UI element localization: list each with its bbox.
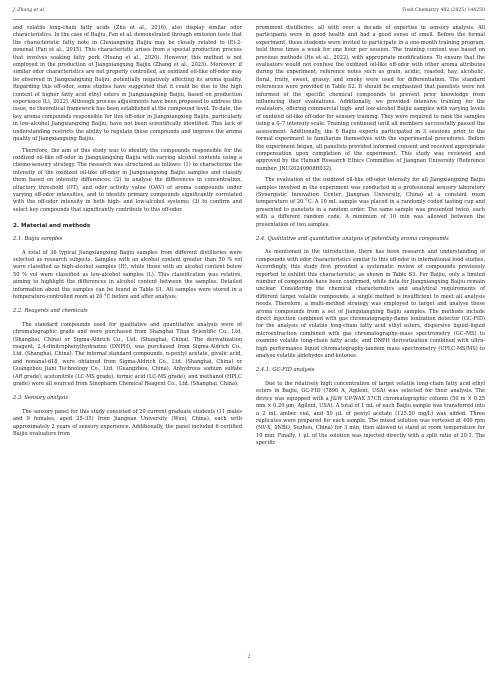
running-header-journal: Food Chemistry 482 (2025) 144250 (402, 8, 485, 13)
right-column (256, 25, 485, 452)
paragraph: prominent distilleries, all with over a decade of expertise in sensory analysis. All participants were in good health and had a good sense of smell. Before the formal experiment, these students were invited to participate in a one-month training program, held three times a week for one hour per session. The training content was based on previous methods (He et al., 2022), with appropriate modifications. To ensure that the evaluators would not confuse the oxidized oil-like off-odor with other aroma attributes during the experiment, reference notes such as grain, acidic, roasted, hay, alcoholic, floral, fruity, sweet, grassy, and smoky were used for differentiation. The standard references were provided in Table S2. It should be emphasized that panelists were not informed of the specific chemical compounds to prevent prior knowledge from influencing their evaluations. Additionally, we provided intensive training for the evaluators, offering commercial high- and low-alcohol Baijiu samples with varying levels of oxidized oil-like off-odor for sensory training. They were required to rank the samples using a 0–7 intensity scale. Training continued until all members successfully passed the assessment. Additionally, the 6 Baijiu experts participated in 3 sessions prior to the formal experiment to familiarize themselves with the experimental procedures. Before the experiment began, all panelists provided informed consent and received appropriate compensation upon completion of the experiment. This study was reviewed and approved by the Human Research Ethics Committee of Jiangnan University (Reference number: JNU20240908R032). (256, 25, 485, 172)
paragraph: Due to the relatively high concentration of target volatile long-chain fatty acid ethyl esters in Baijiu, GC-FID (7890 A, Agilent, USA) was selected for their analysis. The device was equipped with a J&W CP-WAX 57CB chromatographic column (50 m × 0.25 mm × 0.20 μm, Agilent, USA). A total of 1 mL of each Baijiu sample was transferred into a 2 mL amber vial, and 50 μL of pentyl acetate (125.50 mg/L) was added. Three replicates were prepared for each sample. The mixed solution was vortexed at 400 rpm (NV-X, 9NBO, Suzhou, China) for 3 min, then allowed to stand at room temperature for 10 min. Finally, 1 μL of the solution was injected directly with a split ratio of 20:1. The specific (256, 380, 485, 447)
subsection-heading: 2.2. Reagents and chemicals (13, 308, 88, 315)
paragraph: The sensory panel for this study consisted of 20 current graduate students (11 males and 9 females, aged 25–35) from Jiangnan University (Wuxi, China), each with approximately 2 years of sensory experience. Additionally, the panel included 6 certified Baijiu evaluators from (13, 408, 242, 438)
header-rule (13, 19, 485, 20)
paragraph: and volatile long-chain fatty acids (Zhu et al., 2016), also display similar odor characteristics. In the case of Baijiu, Fan et al. demonstrated through omission tests that the characteristic fatty note in Chixiangxing Baijiu may be closely related to (E)-2-nonenal (Fan et al., 2015). This characteristic arises from a special production process that involves soaking fatty pork (Huang et al., 2020). However, this method is not employed in the production of Jiangxiangxing Baijiu (Zhang et al., 2023). Moreover, if similar odor characteristics are not properly controlled, an oxidized oil-like off-odor may be observed in Jiangxiangxing Baijiu, potentially negatively affecting its aroma quality. Regarding this off-odor, some studies have suggested that it could be due to the high content of higher fatty acid ethyl esters in Jiangxiangxing Baijiu, based on production experience (Li, 2022). Although process adjustments have been proposed to address this issue, no theoretical framework has been established at the compound level. To date, the key aroma compounds responsible for this off-odor in Jiangxiangxing Baijiu, particularly in low-alcohol Jiangxiangxing Baijiu, have not been scientifically identified. This lack of understanding restricts the ability to regulate these compounds and improve the aroma quality of Jiangxiangxing Baijiu. (13, 25, 242, 143)
paragraph: As mentioned in the introduction, there has been research and understanding of compounds with odor characteristics similar to this off-odor in international food studies. Accordingly, this study first provided a systematic review of compounds previously reported to exhibit this characteristic, as shown in Table S3. For Baijiu, only a limited number of compounds have been confirmed, while data for Jiangxiangxing Baijiu remain unclear. Considering the chemical characteristics and analytical requirements of different target volatile compounds, a single method is insufficient to meet all analysis needs. Therefore, a multi-method strategy was employed to target and analyse these aroma compounds from a set of Jiangxiangxing Baijiu samples. The methods include direct injection combined with gas chromatography-flame ionization detector (GC-FID) for the analysis of volatile long-chain fatty acid ethyl esters, dispersive liquid–liquid microextraction combined with gas chromatography–mass spectrometry (GC–MS) to examine volatile long-chain fatty acids, and DNPH derivatization combined with ultra-high performance liquid chromatography-tandem mass spectrometry (UPLC-MS/MS) to analyse volatile aldehydes and ketones. (256, 249, 485, 360)
paragraph: The evaluation of the oxidized oil-like off-odor intensity for all Jiangxiangxing Baijiu samples involved in the experiment was conducted in a professional sensory laboratory (Synergistic Innovation Center, Jiangnan University, China) at a constant room temperature of 20 °C. A 10 mL sample was placed in a randomly coded tasting cup and presented to panelists in a random order. The same sample was presented twice, each with a different random code. A minimum of 10 min was allowed between the presentation of two samples. (256, 177, 485, 228)
running-header-authors: J. Zhang et al. (13, 8, 46, 13)
page-number: 2 (247, 655, 251, 660)
subsection-heading: 2.4.1. GC-FID analysis (256, 367, 315, 374)
paragraph: The standard compounds used for qualitative and quantitative analysis were of chromatographic grade and were purchased from Shanghai Titan Scientific Co., Ltd. (Shanghai, China) or Sigma-Aldrich Co., Ltd. (Shanghai, China). The derivatization reagent, 2,4-dinitrophenylhydrazine (DNPH), was purchased from Sigma-Aldrich Co., Ltd. (Shanghai, China). The internal standard compounds, n-pentyl acetate, pivalic acid, and nonanal-d18, were obtained from Sigma-Aldrich Co., Ltd. (Shanghai, China) or Guangzhou Jiani Technology Co., Ltd. (Guangzhou, China). Anhydrous sodium sulfate (AR grade), acetonitrile (LC-MS grade), formic acid (LC-MS grade), and methanol (HPLC grade) were all sourced from Sinopharm Chemical Reagent Co., Ltd. (Shanghai, China). (13, 321, 242, 388)
paragraph: A total of 36 typical Jiangxiangxing Baijiu samples from different distilleries were selected as research subjects. Samples with an alcohol content greater than 50 % vol were classified as high-alcohol samples (H), while those with an alcohol content below 50 % vol were classified as low-alcohol samples (L). This classification was relative, aiming to highlight the differences in alcohol content between the samples. Detailed information about the samples can be found in Table S1. All samples were stored in a temperature-controlled room at 20 °C before and after analysis. (13, 249, 242, 300)
paragraph: Therefore, the aim of this study was to identify the compounds responsible for the oxidized oil-like off-odor in Jiangxiangxing Baijiu with varying alcohol contents using a chemo-sensory strategy. The research was structured as follows: (1) to characterize the intensity of the oxidized oil-like off-odor in Jiangxiangxing Baijiu samples and classify them based on intensity differences; (2) to analyse the differences in concentration, olfactory threshold (OT), and odor activity value (OAV) of aroma compounds under varying off-odor intensities, and to identify primary compounds significantly correlated with the off-odor intensity in both high- and low-alcohol systems; (3) to confirm and select key compounds that significantly contribute to this off-odor. (13, 147, 242, 213)
subsection-heading: 2.3. Sensory analysis (13, 395, 68, 402)
subsection-heading: 2.1. Baijiu samples (13, 236, 63, 243)
subsection-heading: 2.4. Qualitative and quantitative analysis of potentially aroma compounds (256, 235, 449, 242)
section-heading: 2. Material and methods (13, 223, 91, 230)
left-column (13, 25, 242, 443)
